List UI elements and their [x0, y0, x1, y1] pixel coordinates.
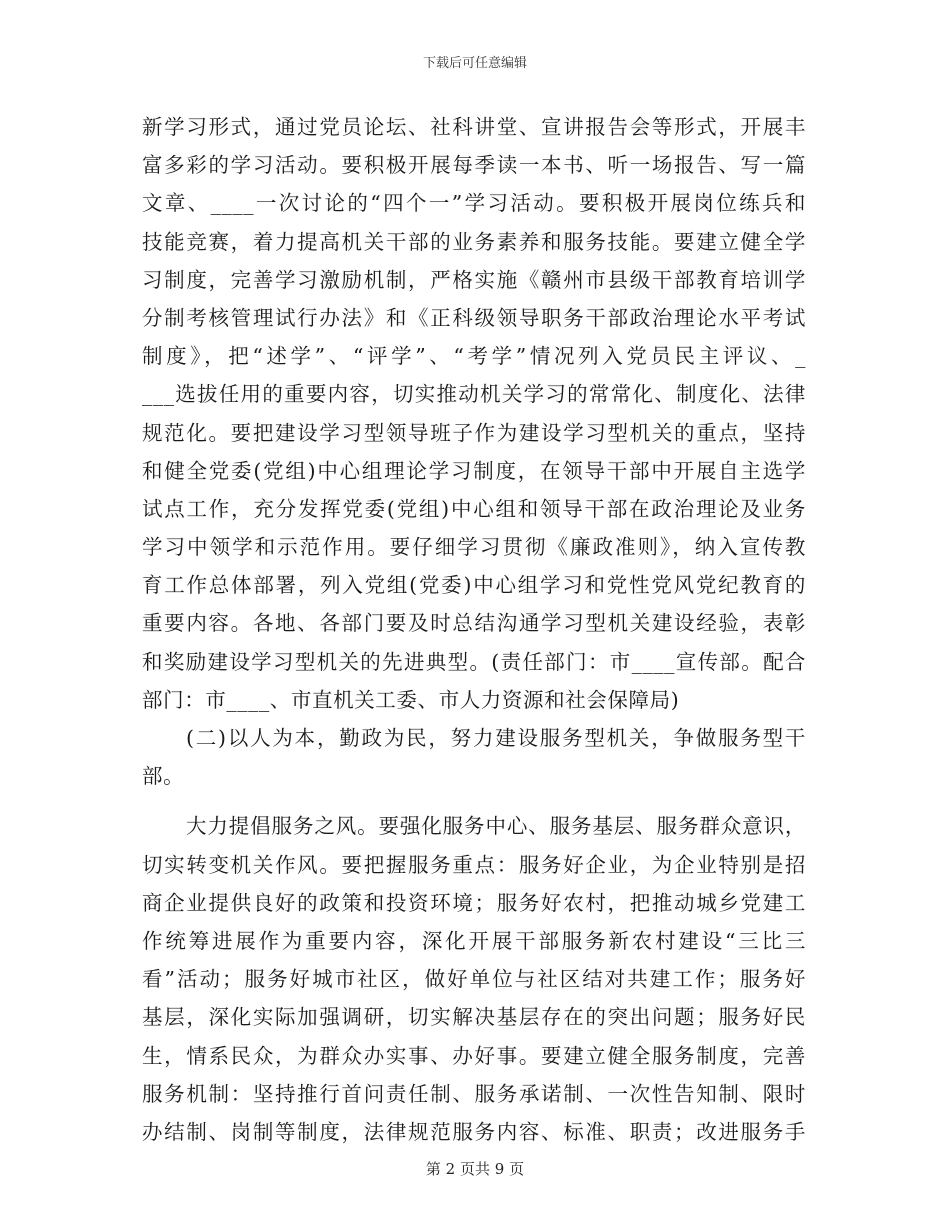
text-line: 育工作总体部署，列入党组(党委)中心组学习和党性党风党纪教育的: [142, 573, 806, 598]
text-line: 和健全党委(党组)中心组理论学习制度，在领导干部中开展自主选学: [142, 458, 806, 483]
text-line: 重要内容。各地、各部门要及时总结沟通学习型机关建设经验，表彰: [142, 611, 806, 636]
section-heading-line: 部。: [142, 764, 185, 789]
paragraph-gap: [142, 795, 806, 807]
text-line: 看”活动；服务好城市社区，做好单位与社区结对共建工作；服务好: [142, 967, 806, 992]
text-line: 制度》，把“述学”、“评学”、“考学”情况列入党员民主评议、_: [142, 344, 806, 369]
text-line: 服务机制：坚持推行首问责任制、服务承诺制、一次性告知制、限时: [142, 1081, 806, 1106]
text-line: 富多彩的学习活动。要积极开展每季读一本书、听一场报告、写一篇: [142, 153, 806, 178]
text-line: 文章、____一次讨论的“四个一”学习活动。要积极开展岗位练兵和: [142, 191, 806, 216]
text-line: 办结制、岗制等制度，法律规范服务内容、标准、职责；改进服务手: [142, 1119, 806, 1144]
text-line: 切实转变机关作风。要把握服务重点：服务好企业，为企业特别是招: [142, 852, 806, 877]
page-header: 下载后可任意编辑: [422, 56, 527, 71]
text-line: 试点工作，充分发挥党委(党组)中心组和领导干部在政治理论及业务: [142, 496, 806, 521]
text-line: 大力提倡服务之风。要强化服务中心、服务基层、服务群众意识，: [186, 814, 806, 839]
text-line: 生，情系民众，为群众办实事、办好事。要建立健全服务制度，完善: [142, 1043, 806, 1068]
section-heading-line: (二)以人为本，勤政为民，努力建设服务型机关，争做服务型干: [186, 726, 806, 750]
text-line: 和奖励建设学习型机关的先进典型。(责任部门：市____宣传部。配合: [142, 649, 806, 674]
text-line: 习制度，完善学习激励机制，严格实施《赣州市县级干部教育培训学: [142, 267, 806, 292]
text-line: 部门：市____、市直机关工委、市人力资源和社会保障局): [142, 687, 680, 712]
page-number: 第 2 页共 9 页: [425, 1160, 525, 1178]
text-line: 商企业提供良好的政策和投资环境；服务好农村，把推动城乡党建工: [142, 890, 806, 915]
text-line: 分制考核管理试行办法》和《正科级领导职务干部政治理论水平考试: [142, 305, 806, 330]
text-line: 规范化。要把建设学习型领导班子作为建设学习型机关的重点，坚持: [142, 420, 806, 445]
text-line: 作统筹进展作为重要内容，深化开展干部服务新农村建设“三比三: [142, 928, 806, 953]
text-line: 技能竞赛，着力提高机关干部的业务素养和服务技能。要建立健全学: [142, 229, 806, 254]
text-line: 基层，深化实际加强调研，切实解决基层存在的突出问题；服务好民: [142, 1005, 806, 1030]
body-text: [142, 108, 806, 1151]
text-line: 学习中领学和示范作用。要仔细学习贯彻《廉政准则》，纳入宣传教: [142, 535, 806, 560]
text-line: ___选拔任用的重要内容，切实推动机关学习的常常化、制度化、法律: [142, 382, 806, 407]
text-line: 新学习形式，通过党员论坛、社科讲堂、宣讲报告会等形式，开展丰: [142, 115, 806, 139]
